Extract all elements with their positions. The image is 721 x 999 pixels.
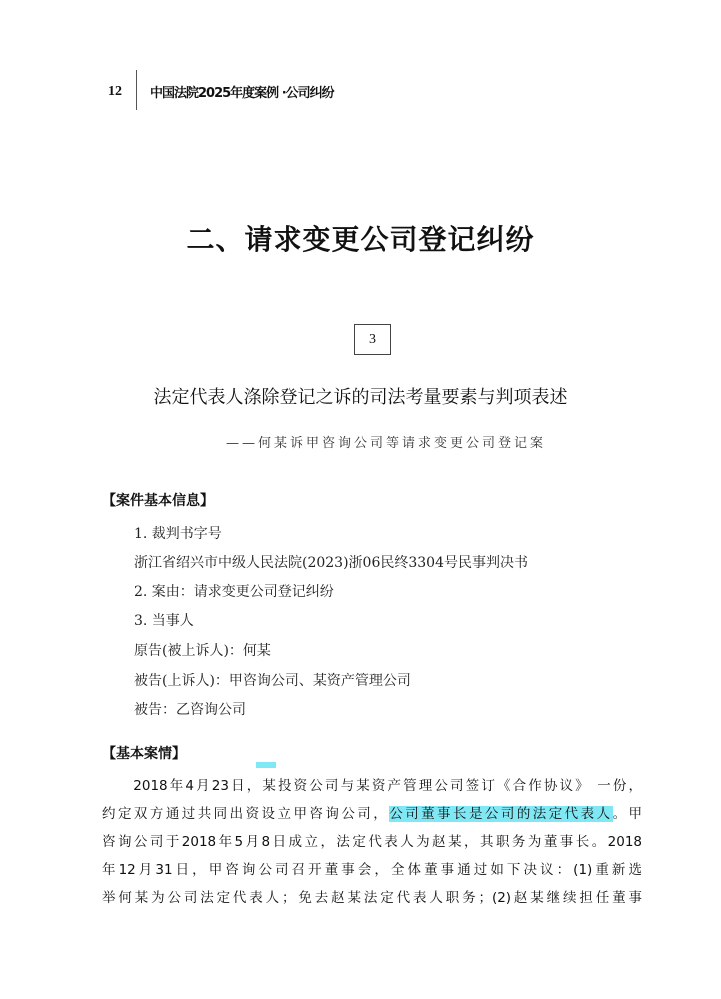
paragraph-line: 年12月31日，甲咨询公司召开董事会，全体董事通过如下决议：(1)重新选 bbox=[102, 862, 642, 878]
case-number-box: 3 bbox=[354, 324, 391, 355]
info-line: 被告(上诉人)：甲咨询公司、某资产管理公司 bbox=[134, 673, 411, 689]
facts-heading: 【基本案情】 bbox=[102, 746, 186, 762]
paragraph-text: 。甲 bbox=[612, 806, 642, 822]
highlight-mark bbox=[256, 762, 276, 768]
running-head-title: 中国法院2025年度案例 ·公司纠纷 bbox=[150, 86, 334, 101]
facts-paragraph bbox=[102, 772, 642, 912]
case-subtitle: ——何某诉甲咨询公司等请求变更公司登记案 bbox=[226, 436, 547, 451]
info-line: 浙江省绍兴市中级人民法院(2023)浙06民终3304号民事判决书 bbox=[134, 555, 528, 571]
info-line: 3. 当事人 bbox=[134, 613, 194, 629]
info-line: 被告：乙咨询公司 bbox=[134, 702, 246, 718]
running-header bbox=[0, 70, 721, 110]
highlighted-text: 公司董事长是公司的法定代表人 bbox=[389, 806, 613, 822]
paragraph-line: 咨询公司于2018年5月8日成立，法定代表人为赵某，其职务为董事长。2018 bbox=[102, 834, 642, 850]
page-number: 12 bbox=[108, 84, 122, 99]
info-line: 1. 裁判书字号 bbox=[134, 526, 222, 542]
paragraph-text: 约定双方通过共同出资设立甲咨询公司， bbox=[102, 806, 390, 822]
paragraph-line: 举何某为公司法定代表人；免去赵某法定代表人职务；(2)赵某继续担任董事 bbox=[102, 890, 642, 906]
section-title: 二、请求变更公司登记纠纷 bbox=[186, 223, 535, 256]
basic-info-heading: 【案件基本信息】 bbox=[102, 493, 214, 509]
info-line: 2. 案由：请求变更公司登记纠纷 bbox=[134, 584, 334, 600]
info-line: 原告(被上诉人)：何某 bbox=[134, 643, 271, 659]
paragraph-line bbox=[102, 800, 642, 828]
header-divider bbox=[136, 70, 137, 110]
paragraph-line: 2018年4月23日，某投资公司与某资产管理公司签订《合作协议》 一份， bbox=[102, 778, 642, 794]
case-title: 法定代表人涤除登记之诉的司法考量要素与判项表述 bbox=[153, 387, 568, 408]
